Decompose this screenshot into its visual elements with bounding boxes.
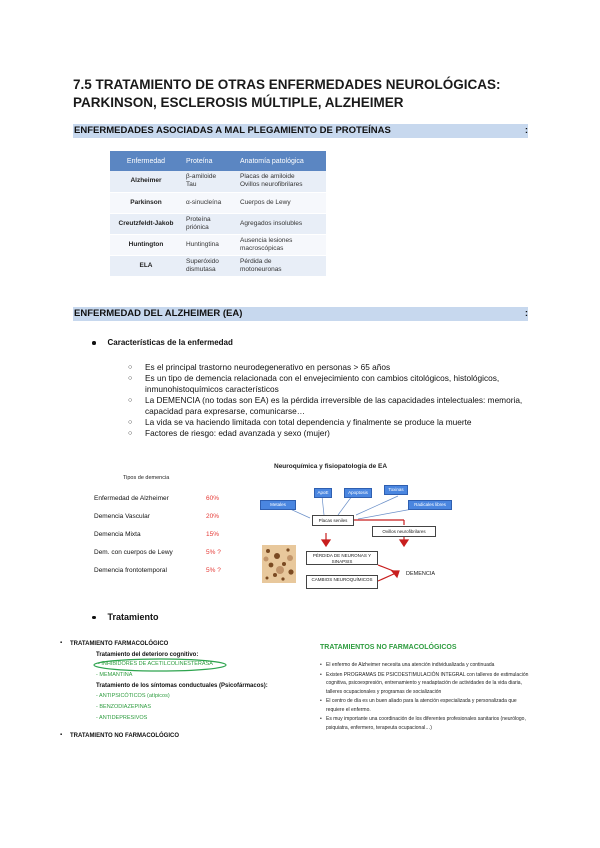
- box-cambios-neuroquimicos: CAMBIOS NEUROQUÍMICOS: [306, 575, 378, 589]
- box-placas-seniles: Placas seniles: [312, 515, 354, 526]
- section-header-label: ENFERMEDAD DEL ALZHEIMER (EA): [74, 308, 243, 319]
- page-title: [73, 76, 543, 112]
- list-item: • Es muy importante una coordinación de los diferentes profesionales sanitarios (neurólogo, psiquiatra, enfermero, terapeuta ocupacional…): [320, 716, 526, 731]
- box-toxinas: Toxinas: [384, 485, 408, 495]
- tnf-list: [320, 661, 532, 732]
- table-row: [110, 255, 326, 276]
- drug-antipsicoticos: - ANTIPSICÓTICOS (atípicos): [96, 693, 170, 699]
- dementia-type-row: Enfermedad de Alzheimer 60%: [94, 495, 220, 502]
- dementia-types-title: Tipos de demencia: [123, 475, 170, 481]
- box-apoe: ApoE: [314, 488, 332, 498]
- section-header-misfolding: [73, 124, 528, 138]
- dementia-type-row: Demencia Mixta 15%: [94, 531, 220, 538]
- title-line-2: PARKINSON, ESCLEROSIS MÚLTIPLE, ALZHEIMER: [73, 95, 404, 110]
- disease-protein-table: [110, 151, 326, 277]
- protein-cell: β-amiloide Tau: [182, 171, 236, 192]
- dementia-types-list: [94, 495, 254, 585]
- drug-memantina: - MEMANTINA: [96, 672, 133, 678]
- table-header-protein: Proteína: [182, 151, 236, 171]
- drug-benzodiazepinas: - BENZODIAZEPINAS: [96, 704, 152, 710]
- section-header-colon: :: [524, 125, 528, 136]
- pharmacological-treatment: [60, 641, 310, 739]
- disease-cell: ELA: [110, 255, 182, 276]
- pathology-cell: Placas de amiloide Ovillos neurofibrilares: [236, 171, 326, 192]
- table-row: [110, 192, 326, 213]
- title-line-1: 7.5 TRATAMIENTO DE OTRAS ENFERMEDADES NEUROLÓGICAS:: [73, 77, 501, 92]
- list-item: ○ Es un tipo de demencia relacionada con el envejecimiento con cambios citológicos, histológicos, inmunohistoquímicos característicos: [128, 373, 500, 394]
- characteristics-list: [128, 362, 528, 439]
- dementia-type-row: Dem. con cuerpos de Lewy 5% ?: [94, 549, 221, 556]
- disease-cell: Parkinson: [110, 192, 182, 213]
- section-header-colon: :: [524, 308, 528, 319]
- box-radicales: Radicales libres: [408, 500, 452, 510]
- box-ovillos: Ovillos neurofibrilares: [372, 526, 436, 537]
- list-item: ○ La DEMENCIA (no todas son EA) es la pérdida irreversible de las capacidades intelectuales: memoria, capacidad para expresarse, comunicarse…: [128, 395, 523, 416]
- box-perdida-neuronas: PÉRDIDA DE NEURONAS Y SINAPSIS: [306, 551, 378, 565]
- section-header-alzheimer: [73, 307, 528, 321]
- disease-cell: Alzheimer: [110, 171, 182, 192]
- table-row: [110, 234, 326, 255]
- table-header-pathology: Anatomía patológica: [236, 151, 326, 171]
- pathology-cell: Cuerpos de Lewy: [236, 192, 326, 213]
- table-header-disease: Enfermedad: [110, 151, 182, 171]
- list-item: • Existen PROGRAMAS DE PSICOESTIMULACIÓN INTEGRAL con talleres de estimulación cognitiva, psicoexpresión, entrenamiento y readaptación de actividades de la vida diaria, talleres ocupacionales y programas de socialización: [320, 671, 529, 695]
- bullet-dot: [92, 616, 96, 620]
- pathology-cell: Agregados insolubles: [236, 213, 326, 234]
- protein-cell: α-sinucleína: [182, 192, 236, 213]
- protein-cell: Proteína priónica: [182, 213, 236, 234]
- protein-cell: Superóxido dismutasa: [182, 255, 236, 276]
- non-pharma-heading: ▪ TRATAMIENTO NO FARMACOLÓGICO: [60, 732, 179, 739]
- label-demencia: DEMENCIA: [406, 571, 436, 577]
- bullet-dot: [92, 341, 96, 345]
- table-row: [110, 171, 326, 192]
- list-item: • El enfermo de Alzheimer necesita una atención individualizada y continuada: [320, 662, 495, 668]
- drug-antidepresivos: - ANTIDEPRESIVOS: [96, 715, 148, 721]
- dementia-type-row: Demencia Vascular 20%: [94, 513, 220, 520]
- pathology-cell: Ausencia lesiones macroscópicas: [236, 234, 326, 255]
- pathology-cell: Pérdida de motoneuronas: [236, 255, 326, 276]
- brain-tissue-micrograph: [262, 545, 296, 583]
- pharma-heading: ▪ TRATAMIENTO FARMACOLÓGICO: [60, 640, 169, 647]
- characteristics-title: Características de la enfermedad: [107, 338, 233, 347]
- neuro-diagram-title: Neuroquímica y fisiopatología de EA: [274, 463, 388, 470]
- bullet-treatment: [92, 612, 159, 622]
- list-item: ○ Factores de riesgo: edad avanzada y sexo (mujer): [128, 428, 330, 438]
- treatment-title: Tratamiento: [107, 612, 159, 622]
- dementia-type-row: Demencia frontotemporal 5% ?: [94, 567, 221, 574]
- bullet-characteristics: [92, 338, 233, 347]
- list-item: • El centro de día es un buen aliado para la atención especializada y personalizada que requiere el enfermo.: [320, 698, 517, 713]
- tnf-title: TRATAMIENTOS NO FARMACOLÓGICOS: [320, 644, 457, 651]
- cognitive-deterioration-heading: Tratamiento del deterioro cognitivo:: [96, 652, 199, 658]
- table-row: [110, 213, 326, 234]
- box-metales: Metales: [260, 500, 296, 510]
- list-item: ○ La vida se va haciendo limitada con total dependencia y finalmente se produce la muerte: [128, 417, 472, 427]
- non-pharmacological-treatments: [320, 644, 532, 732]
- protein-cell: Huntingtina: [182, 234, 236, 255]
- section-header-label: ENFERMEDADES ASOCIADAS A MAL PLEGAMIENTO DE PROTEÍNAS: [74, 125, 391, 136]
- box-apoptosis: Apoptosis: [344, 488, 372, 498]
- list-item: ○ Es el principal trastorno neurodegenerativo en personas > 65 años: [128, 362, 391, 372]
- disease-cell: Creutzfeldt-Jakob: [110, 213, 182, 234]
- disease-cell: Huntington: [110, 234, 182, 255]
- behavioral-symptoms-heading: Tratamiento de los síntomas conductuales (Psicofármacos):: [96, 683, 268, 689]
- drug-acetylcholinesterase: - INHIBIDORES DE ACETILCOLINESTERASA: [96, 660, 224, 670]
